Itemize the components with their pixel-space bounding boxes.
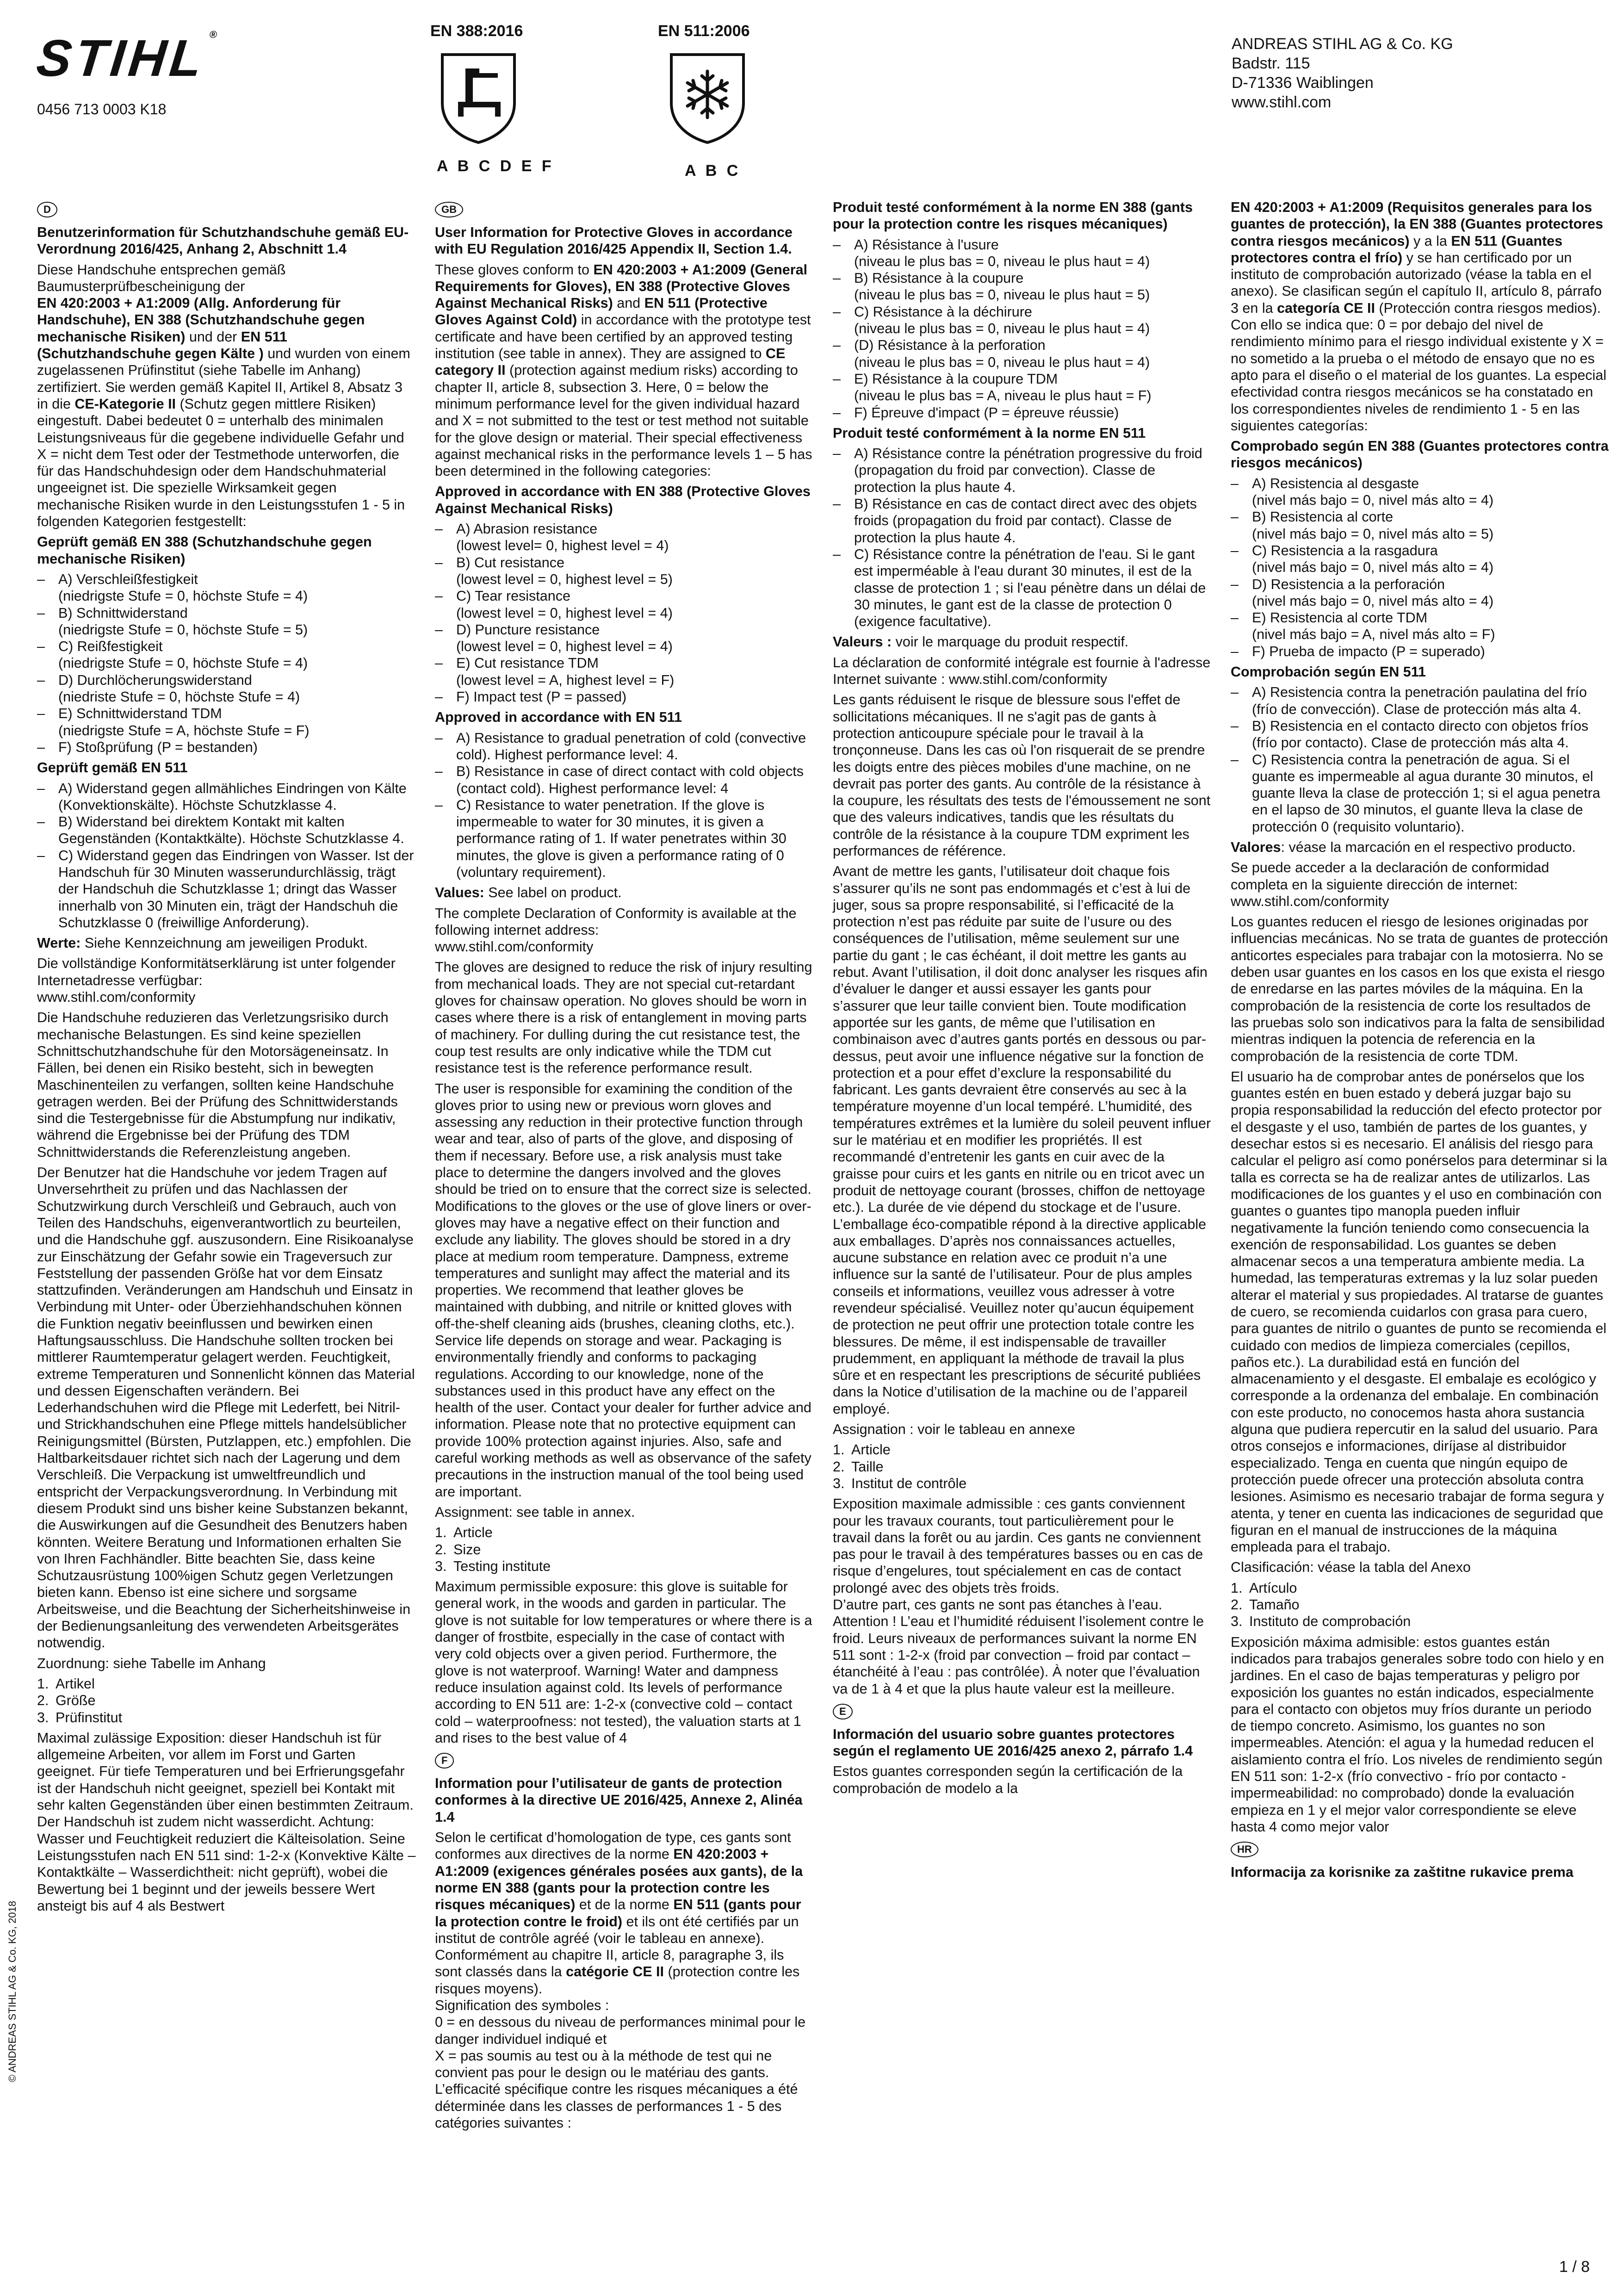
list-item: A) Resistance to gradual penetration of cold (convective cold). Highest performance level: 4. <box>456 730 806 763</box>
list-item: B) Resistencia al corte (nivel más bajo = 0, nivel más alto = 5) <box>1252 509 1494 542</box>
standard-en388-title: EN 388:2016 <box>430 22 523 40</box>
body-paragraph: El usuario ha de comprobar antes de ponérselos que los guantes estén en buen estado y deberá juzgar bajo su propia responsabilidad la reducción del efecto protector por el desgaste y el uso, también de partes de los guantes, y desechar estos si es necesario. El análisis del riesgo para calcular el peligro así como ponérselos para determinar si la talla es correcta se ha de realizar antes de utilizarlos. Las modificaciones de los guantes y el uso en combinación con guantes o guantes tipo manopla pueden influir negativamente la función teniendo como consecuencia la exención de responsabilidad. Los guantes se deben almacenar secos a una temperatura ambiente media. La humedad, las temperaturas extremas y la luz solar pueden alterar el material y sus propiedades. Al tratarse de guantes de cuero, se recomienda cuidarlos con grasa para cuero, para guantes de nitrilo o guantes de punto se recomienda el cuidado con medios de limpieza comerciales (cepillos, paños etc.). La durabilidad está en función del almacenamiento y el desgaste. El embalaje es ecológico y corresponde a la ordenanza del embalaje. En combinación con este producto, no conocemos hasta ahora sustancia alguna que pudiera repercutir en la salud del usuario. Para otros consejos e informaciones, diríjase al distribuidor especializado. Tenga en cuenta que ningún equipo de protección puede ofrecer una protección absoluta contra lesiones. Asimismo es necesario trabajar de forma segura y atenta, y tener en cuenta las indicaciones de seguridad que figuran en el manual de instrucciones de la máquina empleada para el trabajo. <box>1231 1068 1607 1555</box>
body-paragraph: Les gants réduisent le risque de blessure sous l'effet de sollicitations mécaniques. Il ne s'agit pas de gants à protection anticoupure spéciale pour le travail à la tronçonneuse. Dans les cas où l'on risquerait de se prendre les doigts entre des pièces mobiles d'une machine, on ne devrait pas porter des gants. Au contrôle de la résistance à la coupure, les résultats des tests de l'émoussement ne sont que des valeurs indicatives, tandis que les résultats du contrôle de la résistance à la coupure TDM expriment les performances de référence. <box>833 692 1211 859</box>
intro-paragraph: Diese Handschuhe entsprechen gemäß Baumusterprüfbescheinigung der EN 420:2003 + A1:2009 (Allg. Anforderung für Handschuhe), EN 388 (Schutzhandschuhe gegen mechanische Risiken) und der EN 511 (Schutzhandschuhe gegen Kälte ) und wurden von einem zugelassenen Prüfinstitut (siehe Tabelle im Anhang) zertifiziert. Sie werden gemäß Kapitel II, Artikel 8, Absatz 3 in die CE-Kategorie II (Schutz gegen mittlere Risiken) eingestuft. Dabei bedeutet 0 = unterhalb des minimalen Leistungsniveaus für die gegebene individuelle Gefahr und X = nicht dem Test oder der Testmethode unterworfen, die für das Handschuhdesign oder dem Handschuhmaterial ungeeignet ist. Die spezielle Wirksamkeit gegen mechanische Risiken wurde in den Leistungsstufen 1 - 5 in folgenden Kategorien festgestellt: <box>37 261 410 530</box>
values-note: Values: See label on product. <box>435 885 622 901</box>
assignment-note: Zuordnung: siehe Tabelle im Anhang <box>37 1655 266 1671</box>
list-item: B) Schnittwiderstand (niedrigste Stufe = 0, höchste Stufe = 5) <box>58 605 308 638</box>
stihl-logo: STIHL® <box>34 28 222 87</box>
list-item: Article <box>851 1442 891 1458</box>
list-item: Größe <box>56 1693 96 1709</box>
standard-en388-letters: A B C D E F <box>437 157 554 175</box>
en511-list: – A) Widerstand gegen allmähliches Eindringen von Kälte (Konvektionskälte). Höchste Schutzklasse 4. – B) Widerstand bei direktem Kontakt mit kalten Gegenständen (Kontaktkälte). Höchste Schutzklasse 4. – C) Widerstand gegen das Eindringen von Wasser. Ist der Handschuh für 30 Minuten wasserundurchlässig, trägt der Handschuh die Schutzklasse 1; dringt das Wasser innerhalb von 30 Minuten ein, trägt der Handschuh die Schutzklasse 0 (freiwillige Anforderung). <box>37 780 416 931</box>
numbered-list: 1. Article 2. Taille 3. Institut de contrôle <box>833 1442 967 1491</box>
section-title: Benutzerinformation für Schutzhandschuhe gemäß EU-Verordnung 2016/425, Anhang 2, Abschnitt 1.4 <box>37 224 409 257</box>
numbered-list: 1. Artikel 2. Größe 3. Prüfinstitut <box>37 1675 123 1725</box>
numbered-list: 1. Artículo 2. Tamaño 3. Instituto de comprobación <box>1231 1580 1411 1630</box>
body-paragraph: Der Benutzer hat die Handschuhe vor jedem Tragen auf Unversehrtheit zu prüfen und das Nachlassen der Schutzwirkung durch Verschleiß und Gebrauch, auch von Teilen des Handschuhs, eigenverantwortlich zu beurteilen, und die Handschuhe ggf. auszusondern. Eine Risikoanalyse zur Einschätzung der Gefahr sowie ein Trageversuch zur Feststellung der passenden Größe hat vor dem Einsatz stattzufinden. Veränderungen am Handschuh und Einsatz in Verbindung mit Unter- oder Überziehhandschuhen können die Funktion negativ beeinflussen und bewirken einen Haftungsausschluss. Die Handschuhe sollten trocken bei mittlerer Raumtemperatur gelagert werden. Feuchtigkeit, extreme Temperaturen und Sonnenlicht können das Material und dessen Eigenschaften verändern. Bei Lederhandschuhen wird die Pflege mit Lederfett, bei Nitril- und Strickhandschuhen eine Pflege mittels handelsüblicher Reinigungsmittel (Bürsten, Putzlappen, etc.) empfohlen. Die Haltbarkeitsdauer richtet sich nach der Lagerung und dem Verschleiß. Die Verpackung ist umweltfreundlich und entspricht der Verpackungsverordnung. In Verbindung mit diesem Produkt sind uns bisher keine Substanzen bekannt, die Auswirkungen auf die Gesundheit des Benutzers haben könnten. Weitere Beratung und Informationen erhalten Sie von Ihren Fachhändler. Bitte beachten Sie, dass keine Schutzausrüstung 100%igen Schutz gegen Verletzungen bieten kann. Ebenso ist eine sichere und sorgsame Arbeitsweise, und die Beachtung der Sicherheitshinweise in der Bedienungsanleitung des verwendeten Arbeitsgerätes notwendig. <box>37 1165 415 1651</box>
en511-list: – A) Resistencia contra la penetración paulatina del frío (frío de convección). Clase de protección más alta 4. – B) Resistencia en el contacto directo con objetos fríos (frío por contacto). Clase de protección más alta 4. – C) Resistencia contra la penetración de agua. Si el guante es impermeable al agua durante 30 minutos, el guante lleva la clase de protección 1; si el agua penetra en el lapso de 30 minutos, el guante lleva la clase de protección 0 (requisito voluntario). <box>1231 684 1610 835</box>
list-item: B) Résistance à la coupure (niveau le plus bas = 0, niveau le plus haut = 5) <box>854 270 1150 303</box>
values-note: Valores: véase la marcación en el respectivo producto. <box>1231 839 1576 855</box>
intro-paragraph: These gloves conform to EN 420:2003 + A1:2009 (General Requirements for Gloves), EN 388 (Protective Gloves Against Mechanical Risks) and EN 511 (Protective Gloves Against Cold) in accordance with the prototype test certificate and have been certified by an approved testing institution (see table in annex). They are assigned to CE category II (protection against medium risks) according to chapter II, article 8, subsection 3. Here, 0 = below the minimum performance level for the given individual hazard and X = not submitted to the test or test method not suitable for the glove design or material. Their special effectiveness against mechanical risks in the performance levels 1 – 5 has been determined in the following categories: <box>435 261 812 479</box>
list-item: C) Reißfestigkeit (niedrigste Stufe = 0, höchste Stufe = 4) <box>58 639 308 671</box>
list-item: A) Verschleißfestigkeit (niedrigste Stufe = 0, höchste Stufe = 4) <box>58 571 308 604</box>
en388-heading: Approved in accordance with EN 388 (Protective Gloves Against Mechanical Risks) <box>435 484 811 516</box>
list-item: A) Widerstand gegen allmähliches Eindringen von Kälte (Konvektionskälte). Höchste Schutzklasse 4. <box>58 780 407 813</box>
list-item: B) Resistencia en el contacto directo con objetos fríos (frío por contacto). Clase de protección más alta 4. <box>1252 718 1589 751</box>
list-item: D) Durchlöcherungswiderstand (niedriste Stufe = 0, höchste Stufe = 4) <box>58 672 300 705</box>
values-note: Valeurs : voir le marquage du produit respectif. <box>833 634 1129 650</box>
cold-protection-shield-icon <box>669 52 746 144</box>
list-item: Prüfinstitut <box>56 1709 123 1725</box>
en388-list: – A) Résistance à l'usure (niveau le plus bas = 0, niveau le plus haut = 4) – B) Résistance à la coupure (niveau le plus bas = 0, niveau le plus haut = 5) – C) Résistance à la déchirure (niveau le plus bas = 0, niveau le plus haut = 4) – (D) Résistance à la perforation (niveau le plus bas = 0, niveau le plus haut = 4) – E) Résistance à la coupure TDM (niveau le plus bas = A, niveau le plus haut = F) – F) Épreuve d'impact (P = épreuve réussie) <box>833 236 1152 421</box>
list-item: F) Épreuve d'impact (P = épreuve réussie) <box>854 404 1119 421</box>
body-paragraph: The user is responsible for examining the condition of the gloves prior to using new or previous worn gloves and assessing any reduction in their protective function through wear and tear, also of parts of the glove, and disposing of them if necessary. Before use, a risk analysis must take place to determine the dangers involved and the gloves should be tried on to ensure that the correct size is selected. Modifications to the gloves or the use of glove liners or over-gloves may have a negative effect on their function and exclude any liability. The gloves should be stored in a dry place at medium room temperature. Dampness, extreme temperatures and sunlight may affect the material and its properties. We recommend that leather gloves be maintained with dubbing, and nitrile or knitted gloves with off-the-shelf cleaning aids (brushes, cleaning cloths, etc.). Service life depends on storage and wear. Packaging is environmentally friendly and conforms to packaging regulations. According to our knowledge, none of the substances used in this product have any effect on the health of the user. Contact your dealer for further advice and information. Please note that no protective equipment can provide 100% protection against injuries. Also, safe and careful working methods as well as observance of the safety precautions in the instruction manual of the tool being used are important. <box>435 1080 812 1500</box>
section-title: Información del usuario sobre guantes protectores según el reglamento UE 2016/425 anexo 2, párrafo 1.4 <box>833 1726 1193 1759</box>
list-item: E) Cut resistance TDM (lowest level = A, highest level = F) <box>456 655 675 688</box>
en511-heading: Approved in accordance with EN 511 <box>435 709 682 726</box>
list-item: Testing institute <box>453 1558 551 1574</box>
list-item: F) Prueba de impacto (P = superado) <box>1252 643 1485 659</box>
copyright-note: © ANDREAS STIHL AG & Co. KG, 2018 <box>6 1901 18 2082</box>
mechanical-risk-shield-icon <box>440 52 517 144</box>
language-badge-e: E <box>833 1704 853 1719</box>
section-title: User Information for Protective Gloves in accordance with EU Regulation 2016/425 Appendix II, Section 1.4. <box>435 224 793 257</box>
list-item: B) Resistance in case of direct contact with cold objects (contact cold). Highest performance level: 4 <box>456 763 804 796</box>
list-item: F) Impact test (P = passed) <box>456 689 627 705</box>
language-badge-de: D <box>37 202 57 217</box>
page-number: 1 / 8 <box>1559 2258 1590 2276</box>
en388-heading: Geprüft gemäß EN 388 (Schutzhandschuhe gegen mechanische Risiken) <box>37 534 372 567</box>
language-badge-gb: GB <box>435 202 463 217</box>
en388-list: – A) Verschleißfestigkeit (niedrigste Stufe = 0, höchste Stufe = 4) – B) Schnittwiderstand (niedrigste Stufe = 0, höchste Stufe = 5) – C) Reißfestigkeit (niedrigste Stufe = 0, höchste Stufe = 4) – D) Durchlöcherungswiderstand (niedriste Stufe = 0, höchste Stufe = 4) – E) Schnittwiderstand TDM (niedrigste Stufe = A, höchste Stufe = F) – F) Stoßprüfung (P = bestanden) <box>37 571 310 755</box>
list-item: E) Résistance à la coupure TDM (niveau le plus bas = A, niveau le plus haut = F) <box>854 371 1152 404</box>
list-item: B) Widerstand bei direktem Kontakt mit kalten Gegenständen (Kontaktkälte). Höchste Schutzklasse 4. <box>58 814 404 847</box>
list-item: A) Résistance contre la pénétration progressive du froid (propagation du froid par convection). Classe de protection la plus haute 4. <box>854 446 1202 495</box>
en511-list: – A) Résistance contre la pénétration progressive du froid (propagation du froid par convection). Classe de protection la plus haute 4. – B) Résistance en cas de contact direct avec des objets froids (propagation du froid par contact). Classe de protection la plus haute 4. – C) Résistance contre la pénétration de l'eau. Si le gant est imperméable à l'eau durant 30 minutes, il est de la classe de protection 1 ; si l'eau pénètre dans un délai de 30 minutes, le gant est de la classe de protection 0 (exigence facultative). <box>833 445 1212 630</box>
list-item: A) Abrasion resistance (lowest level= 0, highest level = 4) <box>456 521 669 554</box>
list-item: Taille <box>851 1458 884 1475</box>
conformity-note: Se puede acceder a la declaración de conformidad completa en la siguiente dirección de internet: www.stihl.com/conformity <box>1231 860 1549 909</box>
conformity-note: Die vollständige Konformitätserklärung ist unter folgender Internetadresse verfügbar: www.stihl.com/conformity <box>37 956 396 1005</box>
list-item: Artikel <box>56 1675 95 1692</box>
en511-heading: Geprüft gemäß EN 511 <box>37 760 188 776</box>
assignment-note: Clasificación: véase la tabla del Anexo <box>1231 1559 1471 1576</box>
list-item: (D) Résistance à la perforation (niveau le plus bas = 0, niveau le plus haut = 4) <box>854 337 1150 370</box>
body-paragraph: The gloves are designed to reduce the risk of injury resulting from mechanical loads. They are not special cut-retardant gloves for chainsaw operation. No gloves should be worn in cases where there is a risk of entanglement in moving parts of machinery. For dulling during the cut resistance test, the coup test results are only indicative while the TDM cut resistance test is the reference performance result. <box>435 959 812 1076</box>
section-spanish <box>1231 199 1610 1885</box>
list-item: A) Resistencia contra la penetración paulatina del frío (frío de convección). Clase de protección más alta 4. <box>1252 684 1587 717</box>
en388-heading: Produit testé conformément à la norme EN 388 (gants pour la protection contre les risques mécaniques) <box>833 199 1193 232</box>
section-german <box>37 199 416 1918</box>
en511-list: – A) Resistance to gradual penetration of cold (convective cold). Highest performance level: 4. – B) Resistance in case of direct contact with cold objects (contact cold). Highest performance level: 4 – C) Resistance to water penetration. If the glove is impermeable to water for 30 minutes, it is given a performance rating of 1. If water penetrates within 30 minutes, the glove is given a performance rating of 0 (voluntary requirement). <box>435 730 814 881</box>
address-line: D-71336 Waiblingen <box>1232 74 1374 92</box>
address-line: www.stihl.com <box>1232 93 1332 111</box>
list-item: Tamaño <box>1249 1597 1300 1613</box>
conformity-note: La déclaration de conformité intégrale est fournie à l'adresse Internet suivante : www.stihl.com/conformity <box>833 654 1211 688</box>
en388-heading: Comprobado según EN 388 (Guantes protectores contra riesgos mecánicos) <box>1231 438 1609 471</box>
body-paragraph: Maximum permissible exposure: this glove is suitable for general work, in the woods and garden in particular. The glove is not suitable for low temperatures or where there is a danger of frostbite, especially in the case of contact with very cold objects over a given period. Furthermore, the glove is not waterproof. Warning! Water and dampness reduce insulation against cold. Its levels of performance according to EN 511 are: 1-2-x (convective cold – contact cold – waterproofness: not tested), the valuation starts at 1 and rises to the best value of 4 <box>435 1579 812 1746</box>
list-item: D) Puncture resistance (lowest level = 0, highest level = 4) <box>456 621 673 655</box>
intro-paragraph: EN 420:2003 + A1:2009 (Requisitos generales para los guantes de protección), la EN 388 (Guantes protectores contra riesgos mecánicos) y a la EN 511 (Guantes protectores contra el frío) y se han certificado por un instituto de comprobación autorizado (véase la tabla en el anexo). Se clasifican según el capítulo II, artículo 8, párrafo 3 en la categoría CE II (Protección contra riesgos medios). Con ello se indica que: 0 = por debajo del nivel de rendimiento mínimo para el riesgo individual existente y X = no sometido a la prueba o el método de ensayo que no es apto para el diseño o el material de los guantes. La especial efectividad contra riesgos mecánicos se ha constatado en los correspondientes niveles de rendimiento 1 - 5 en las siguientes categorías: <box>1231 199 1607 434</box>
en388-list: – A) Abrasion resistance (lowest level= 0, highest level = 4) – B) Cut resistance (lowest level = 0, highest level = 5) – C) Tear resistance (lowest level = 0, highest level = 4) – D) Puncture resistance (lowest level = 0, highest level = 4) – E) Cut resistance TDM (lowest level = A, highest level = F) – F) Impact test (P = passed) <box>435 521 675 705</box>
intro-paragraph-start: Estos guantes corresponden según la certificación de la comprobación de modelo a la <box>833 1763 1183 1796</box>
body-paragraph: Maximal zulässige Exposition: dieser Handschuh ist für allgemeine Arbeiten, vor allem im Forst und Garten geeignet. Für tiefe Temperaturen und bei Erfrierungsgefahr ist der Handschuh nicht geeignet, speziell bei Kontakt mit sehr kalten Gegenständen über einen bestimmten Zeitraum. Der Handschuh ist zudem nicht wasserdicht. Achtung: Wasser und Feuchtigkeit reduziert die Kälteisolation. Seine Leistungsstufen nach EN 511 sind: 1-2-x (Konvektive Kälte – Kontaktkälte – Wasserdichtheit: nicht geprüft), wobei die Bewertung bei 1 beginnt und der jeweils bessere Wert ansteigt bis auf 4 als Bestwert <box>37 1730 416 1914</box>
list-item: C) Résistance contre la pénétration de l'eau. Si le gant est imperméable à l'eau durant 30 minutes, il est de la classe de protection 1 ; si l'eau pénètre dans un délai de 30 minutes, le gant est de la classe de protection 0 (exigence facultative). <box>854 546 1206 630</box>
en388-list: – A) Resistencia al desgaste (nivel más bajo = 0, nivel más alto = 4) – B) Resistencia al corte (nivel más bajo = 0, nivel más alto = 5) – C) Resistencia a la rasgadura (nivel más bajo = 0, nivel más alto = 4) – D) Resistencia a la perforación (nivel más bajo = 0, nivel más alto = 4) – E) Resistencia al corte TDM (nivel más bajo = A, nivel más alto = F) – F) Prueba de impacto (P = superado) <box>1231 475 1495 659</box>
list-item: E) Schnittwiderstand TDM (niedrigste Stufe = A, höchste Stufe = F) <box>58 706 310 738</box>
list-item: C) Widerstand gegen das Eindringen von Wasser. Ist der Handschuh für 30 Minuten wasserundurchlässig, trägt der Handschuh die Schutzklasse 1; dringt das Wasser innerhalb von 30 Minuten ein, trägt der Handschuh die Schutzklasse 0 (freiwillige Anforderung). <box>58 847 414 931</box>
body-paragraph: Die Handschuhe reduzieren das Verletzungsrisiko durch mechanische Belastungen. Es sind keine speziellen Schnittschutzhandschuhe für den Motorsägeneinsatz. In Fällen, bei denen ein Risiko besteht, sich in bewegten Maschinenteilen zu verfangen, sollten keine Handschuhe getragen werden. Bei der Prüfung des Schnittwiderstands sind die Testergebnisse für die Abstumpfung nur indikativ, während die Ergebnisse bei der Prüfung des TDM Schnittwiderstands die Referenzleistung angeben. <box>37 1010 398 1160</box>
body-paragraph: Los guantes reducen el riesgo de lesiones originadas por influencias mecánicas. No se trata de guantes de protección anticortes especiales para trabajar con la motosierra. No se deben usar guantes en los casos en los que exista el riesgo de enredarse en las partes móviles de la máquina. En la comprobación de la resistencia de corte los resultados de las pruebas solo son indicativos para la falta de sensibilidad mientras indiquen la potencia de referencia en la comprobación de la resistencia de corte TDM. <box>1231 914 1608 1064</box>
list-item: C) Resistance to water penetration. If the glove is impermeable to water for 30 minutes, it is given a performance rating of 1. If water penetrates within 30 minutes, the glove is given a performance rating of 0 (voluntary requirement). <box>456 797 787 880</box>
list-item: C) Résistance à la déchirure (niveau le plus bas = 0, niveau le plus haut = 4) <box>854 304 1150 337</box>
section-title: Information pour l’utilisateur de gants de protection conformes à la directive UE 2016/425, Annexe 2, Alinéa 1.4 <box>435 1775 803 1825</box>
en511-heading: Produit testé conformément à la norme EN 511 <box>833 425 1146 441</box>
address-line: ANDREAS STIHL AG & Co. KG <box>1232 35 1453 53</box>
list-item: C) Resistencia contra la penetración de agua. Si el guante es impermeable al agua durante 30 minutos, el guante lleva la clase de protección 1; si el agua penetra en el lapso de 30 minutos, el guante lleva la clase de protección 0 (requisito voluntario). <box>1252 751 1600 835</box>
section-french <box>833 199 1212 1800</box>
list-item: D) Resistencia a la perforación (nivel más bajo = 0, nivel más alto = 4) <box>1252 576 1494 609</box>
list-item: B) Cut resistance (lowest level = 0, highest level = 5) <box>456 554 673 587</box>
list-item: Article <box>453 1525 493 1541</box>
list-item: Artículo <box>1249 1580 1297 1596</box>
assignment-note: Assignation : voir le tableau en annexe <box>833 1421 1075 1438</box>
list-item: Institut de contrôle <box>851 1475 967 1491</box>
article-number: 0456 713 0003 K18 <box>37 101 167 118</box>
conformity-note: The complete Declaration of Conformity is available at the following internet address: www.stihl.com/conformity <box>435 905 797 955</box>
language-badge-f: F <box>435 1753 454 1769</box>
standard-en511-letters: A B C <box>685 162 741 180</box>
standard-en511-title: EN 511:2006 <box>658 22 750 40</box>
intro-paragraph: Selon le certificat d’homologation de type, ces gants sont conformes aux directives de la norme EN 420:2003 + A1:2009 (exigences générales posées aux gants), de la norme EN 388 (gants pour la protection contre les risques mécaniques) et de la norme EN 511 (gants pour la protection contre le froid) et ils ont été certifiés par un institut de contrôle agréé (voir le tableau en annexe). Conformément au chapitre II, article 8, paragraphe 3, ils sont classés dans la catégorie CE II (protection contre les risques moyens). Signification des symboles : 0 = en dessous du niveau de performances minimal pour le danger individuel indiqué et X = pas soumis au test ou à la méthode de test qui ne convient pas pour le design ou le matériau des gants. L’efficacité spécifique contre les risques mécaniques a été déterminée dans les classes de performances 1 - 5 des catégories suivantes : <box>435 1830 806 2131</box>
list-item: E) Resistencia al corte TDM (nivel más bajo = A, nivel más alto = F) <box>1252 610 1495 643</box>
body-paragraph: Avant de mettre les gants, l’utilisateur doit chaque fois s’assurer qu’ils ne sont pas endommagés et c’est à lui de juger, sous sa propre responsabilité, si l’efficacité de la protection n’est pas réduite par suite de l’usure ou des conséquences de l’utilisation, même seulement sur une partie du gant ; le cas échéant, il doit mettre les gants au rebut. Avant l’utilisation, il doit donc analyser les risques afin d’évaluer le danger et aussi essayer les gants pour s’assurer que leur taille convient bien. Toute modification apportée sur les gants, de même que l’utilisation en combinaison avec d’autres gants portés en dessous ou par-dessus, peut avoir une influence négative sur la fonction de protection et a pour effet d’exclure la responsabilité du fabricant. Les gants devraient être conservés au sec à la température moyenne d’un local tempéré. L’humidité, des températures extrêmes et la lumière du soleil peuvent influer sur le matériau et en modifier les propriétés. Il est recommandé d’entretenir les gants en cuir avec de la graisse pour cuirs et les gants en nitrile ou en tricot avec un produit de nettoyage courant (brosses, chiffon de nettoyage etc.). La durée de vie dépend du stockage et de l’usure. L’emballage éco-compatible répond à la directive applicable aux emballages. D’après nos connaissances actuelles, aucune substance en relation avec ce produit n’a une influence sur la santé de l’utilisateur. Pour de plus amples conseils et informations, veuillez vous adresser à votre revendeur spécialisé. Veuillez noter qu’aucun équipement de protection ne peut offrir une protection totale contre les blessures. De même, il est indispensable de travailler prudemment, en appliquant la méthode de travail la plus sûre et en respectant les prescriptions de sécurité publiées dans la Notice d’utilisation de la machine ou de l’appareil employé. <box>833 863 1211 1417</box>
list-item: F) Stoßprüfung (P = bestanden) <box>58 739 258 755</box>
list-item: Size <box>453 1541 481 1558</box>
list-item: C) Resistencia a la rasgadura (nivel más bajo = 0, nivel más alto = 4) <box>1252 542 1494 576</box>
body-paragraph: Exposición máxima admisible: estos guantes están indicados para trabajos generales sobre todo con hielo y en jardines. En el caso de bajas temperaturas y peligro por exposición los guantes no están indicados, especialmente para el contacto con objetos muy fríos durante un periodo de tiempo concreto. Asimismo, los guantes no son impermeables. Atención: el agua y la humedad reducen el aislamiento contra el frío. Los niveles de rendimiento según EN 511 son: 1-2-x (frío convectivo - frío por contacto - impermeabilidad: no comprobado) donde la evaluación empieza en 1 y el mejor valor correspondiente se eleve hasta 4 como mejor valor <box>1231 1634 1604 1835</box>
list-item: B) Résistance en cas de contact direct avec des objets froids (propagation du froid par contact). Classe de protection la plus haute 4. <box>854 496 1197 546</box>
list-item: C) Tear resistance (lowest level = 0, highest level = 4) <box>456 588 673 621</box>
address-line: Badstr. 115 <box>1232 55 1310 72</box>
list-item: A) Résistance à l'usure (niveau le plus bas = 0, niveau le plus haut = 4) <box>854 236 1150 269</box>
section-title: Informacija za korisnike za zaštitne rukavice prema <box>1231 1864 1573 1880</box>
numbered-list: 1. Article 2. Size 3. Testing institute <box>435 1525 551 1574</box>
en511-heading: Comprobación según EN 511 <box>1231 664 1426 680</box>
body-paragraph: Exposition maximale admissible : ces gants conviennent pour les travaux courants, tout particulièrement pour le travail dans la forêt ou au jardin. Ces gants ne conviennent pas pour le travail à des températures basses ou en cas de risque d’engelures, tout spécialement en cas de contact prolongé avec des objets très froids. D’autre part, ces gants ne sont pas étanches à l’eau. Attention ! L’eau et l’humidité réduisent l’isolement contre le froid. Leurs niveaux de performances suivant la norme EN 511 sont : 1-2-x (froid par convection – froid par contact – étanchéité à l’eau : pas contrôlée). À noter que l’évaluation va de 1 à 4 et que la plus haute valeur est la meilleure. <box>833 1496 1204 1697</box>
values-note: Werte: Siehe Kennzeichnung am jeweiligen Produkt. <box>37 935 368 951</box>
language-badge-hr: HR <box>1231 1842 1258 1857</box>
list-item: Instituto de comprobación <box>1249 1613 1411 1630</box>
assignment-note: Assignment: see table in annex. <box>435 1504 635 1520</box>
company-address <box>1232 34 1453 112</box>
list-item: A) Resistencia al desgaste (nivel más bajo = 0, nivel más alto = 4) <box>1252 475 1494 509</box>
section-english <box>435 199 814 2135</box>
